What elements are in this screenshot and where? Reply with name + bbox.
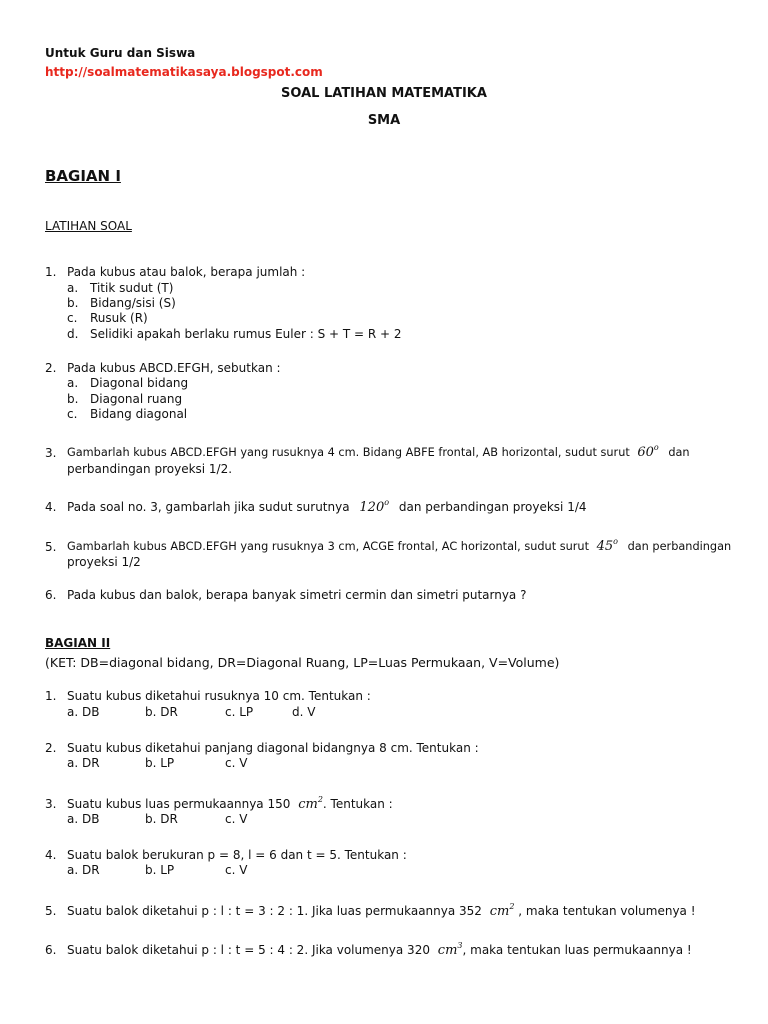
option-label: d. — [67, 327, 79, 341]
question-text: Suatu kubus luas permukaannya 150 $cm^2$. Tentukan : — [67, 794, 393, 812]
question-number: 3. — [45, 446, 57, 460]
page-subtitle: SMA — [367, 113, 401, 128]
question-number: 6. — [45, 588, 57, 602]
option-label: b. — [67, 296, 79, 310]
question-text: Pada soal no. 3, gambarlah jika sudut surutnya 120$^o$ dan perbandingan proyeksi 1/4 — [67, 497, 587, 515]
option-text: Selidiki apakah berlaku rumus Euler : S + T = R + 2 — [90, 327, 402, 341]
question-number: 4. — [45, 500, 57, 514]
option-text: c. V — [225, 812, 248, 826]
question-text-continued: proyeksi 1/2 — [67, 555, 141, 569]
question-text: Suatu balok diketahui p : l : t = 3 : 2 : 1. Jika luas permukaannya 352 $cm^2$ , maka tentukan volumenya ! — [67, 901, 696, 919]
question-text: Suatu kubus diketahui panjang diagonal bidangnya 8 cm. Tentukan : — [67, 741, 479, 755]
unit-cm: $cm^2$ — [489, 901, 515, 919]
option-text: c. LP — [225, 705, 254, 719]
question-number: 1. — [45, 265, 57, 279]
option-text: c. V — [225, 756, 248, 770]
unit-cm: $cm^3$ — [437, 940, 463, 958]
option-text: a. DR — [67, 756, 100, 770]
question-number: 5. — [45, 904, 57, 918]
keterangan: (KET: DB=diagonal bidang, DR=Diagonal Ruang, LP=Luas Permukaan, V=Volume) — [45, 655, 560, 670]
blog-url: http://soalmatematikasaya.blogspot.com — [45, 65, 323, 79]
option-text: Rusuk (R) — [90, 311, 148, 325]
section-heading-1: BAGIAN I — [45, 167, 121, 185]
option-label: c. — [67, 311, 78, 325]
angle-value: 60$^o$ — [637, 442, 659, 460]
question-number: 2. — [45, 741, 57, 755]
option-text: Bidang diagonal — [90, 407, 188, 421]
option-text: b. DR — [145, 812, 178, 826]
question-number: 2. — [45, 361, 57, 375]
unit-cm: $cm^2$ — [298, 794, 323, 812]
question-text: Gambarlah kubus ABCD.EFGH yang rusuknya 4 cm. Bidang ABFE frontal, AB horizontal, sudut surut 60$^o$ dan — [67, 442, 690, 460]
header-line: Untuk Guru dan Siswa — [45, 46, 196, 60]
question-text: Suatu balok diketahui p : l : t = 5 : 4 : 2. Jika volumenya 320 $cm^3$, maka tentukan luas permukaannya ! — [67, 940, 692, 958]
section-heading-2: BAGIAN II — [45, 636, 111, 650]
option-label: c. — [67, 407, 78, 421]
option-label: a. — [67, 281, 79, 295]
question-number: 4. — [45, 848, 57, 862]
option-text: b. LP — [145, 863, 175, 877]
question-number: 5. — [45, 540, 57, 554]
option-text: Bidang/sisi (S) — [90, 296, 176, 310]
option-text: b. DR — [145, 705, 178, 719]
question-text: Pada kubus atau balok, berapa jumlah : — [67, 265, 306, 279]
option-text: Diagonal ruang — [90, 392, 183, 406]
page-title: SOAL LATIHAN MATEMATIKA — [281, 86, 487, 101]
angle-value: 45$^o$ — [596, 536, 618, 554]
question-text: Pada kubus ABCD.EFGH, sebutkan : — [67, 361, 281, 375]
option-text: c. V — [225, 863, 248, 877]
question-text-continued: perbandingan proyeksi 1/2. — [67, 462, 233, 476]
option-text: Titik sudut (T) — [90, 281, 174, 295]
question-text: Gambarlah kubus ABCD.EFGH yang rusuknya 3 cm, ACGE frontal, AC horizontal, sudut surut 45$^o$ dan perbandingan — [67, 536, 732, 554]
question-number: 1. — [45, 689, 57, 703]
subheading-latihan: LATIHAN SOAL — [45, 219, 132, 233]
option-text: d. V — [292, 705, 316, 719]
option-label: b. — [67, 392, 79, 406]
option-label: a. — [67, 376, 79, 390]
option-text: a. DR — [67, 863, 100, 877]
question-number: 3. — [45, 797, 57, 811]
option-text: a. DB — [67, 705, 100, 719]
question-number: 6. — [45, 943, 57, 957]
angle-value: 120$^o$ — [359, 497, 390, 515]
option-text: b. LP — [145, 756, 175, 770]
option-text: Diagonal bidang — [90, 376, 189, 390]
question-text: Suatu kubus diketahui rusuknya 10 cm. Tentukan : — [67, 689, 371, 703]
question-text: Suatu balok berukuran p = 8, l = 6 dan t = 5. Tentukan : — [67, 848, 407, 862]
option-text: a. DB — [67, 812, 100, 826]
question-text: Pada kubus dan balok, berapa banyak simetri cermin dan simetri putarnya ? — [67, 588, 527, 602]
